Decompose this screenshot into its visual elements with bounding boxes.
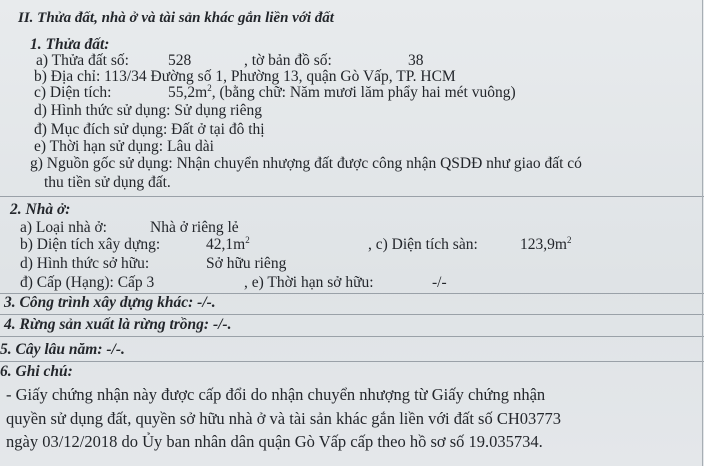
land-use-term: e) Thời hạn sử dụng: Lâu dài bbox=[34, 138, 214, 155]
right-border bbox=[702, 0, 703, 466]
divider-5 bbox=[0, 361, 704, 362]
divider-4 bbox=[0, 336, 704, 337]
land-heading: 1. Thửa đất: bbox=[30, 36, 110, 53]
house-type-value: Nhà ở riêng lẻ bbox=[150, 219, 239, 236]
house-heading: 2. Nhà ở: bbox=[10, 201, 71, 218]
other-constructions: 3. Công trình xây dựng khác: -/-. bbox=[4, 294, 216, 311]
land-a-mid: , tờ bản đồ số: bbox=[244, 52, 332, 69]
floor-area-value-group bbox=[520, 236, 571, 254]
floor-area-value: 123,9m bbox=[520, 236, 567, 253]
notes-line1: - Giấy chứng nhận này được cấp đổi do nhận chuyển nhượng từ Giấy chứng nhận bbox=[6, 385, 546, 404]
perennial-trees: 5. Cây lâu năm: -/-. bbox=[0, 341, 125, 358]
land-address: b) Địa chỉ: 113/34 Đường số 1, Phường 13, quận Gò Vấp, TP. HCM bbox=[34, 68, 456, 85]
divider-3 bbox=[0, 314, 704, 315]
land-area-label: c) Diện tích: bbox=[34, 84, 112, 101]
land-area-value: 55,2m bbox=[168, 84, 208, 101]
land-use-form: d) Hình thức sử dụng: Sử dụng riêng bbox=[34, 102, 262, 119]
land-a-label: a) Thửa đất số: bbox=[36, 52, 129, 69]
land-use-purpose: đ) Mục đích sử dụng: Đất ở tại đô thị bbox=[34, 121, 265, 138]
map-sheet-number: 38 bbox=[408, 52, 424, 69]
floor-area-unit-sup: 2 bbox=[566, 234, 572, 245]
house-type-label: a) Loại nhà ở: bbox=[20, 219, 107, 236]
production-forest: 4. Rừng sản xuất là rừng trồng: -/-. bbox=[4, 316, 232, 333]
ownership-form-value: Sở hữu riêng bbox=[206, 255, 287, 272]
land-area-words: , (bằng chữ: Năm mươi lăm phẩy hai mét vuông) bbox=[211, 84, 516, 101]
construction-area-unit-sup: 2 bbox=[245, 234, 250, 245]
land-origin-line2: thu tiền sử dụng đất. bbox=[44, 174, 171, 191]
divider-1 bbox=[0, 196, 704, 197]
land-origin-line1: g) Nguồn gốc sử dụng: Nhận chuyển nhượng đất được công nhận QSDĐ như giao đất có bbox=[30, 155, 582, 172]
ownership-form-label: d) Hình thức sở hữu: bbox=[20, 255, 150, 272]
construction-area-value-group bbox=[206, 236, 250, 254]
house-grade: đ) Cấp (Hạng): Cấp 3 bbox=[20, 274, 155, 291]
land-area-value-group bbox=[168, 84, 516, 102]
ownership-term-label: , e) Thời hạn sở hữu: bbox=[244, 274, 374, 291]
land-number: 528 bbox=[168, 52, 192, 69]
floor-area-label: , c) Diện tích sàn: bbox=[368, 236, 478, 253]
construction-area-value: 42,1m bbox=[206, 236, 246, 253]
notes-line3: ngày 03/12/2018 do Ủy ban nhân dân quận Gò Vấp cấp theo hồ sơ số 19.035734. bbox=[6, 432, 543, 451]
land-area-unit-sup: 2 bbox=[207, 82, 212, 93]
construction-area-label: b) Diện tích xây dựng: bbox=[20, 236, 161, 253]
section-header: II. Thửa đất, nhà ở và tài sản khác gắn liền với đất bbox=[18, 10, 334, 26]
notes-heading: 6. Ghi chú: bbox=[0, 363, 73, 380]
notes-line2: quyền sử dụng đất, quyền sở hữu nhà ở và tài sản khác gắn liền với đất số CH03773 bbox=[6, 409, 562, 428]
ownership-term-value: -/- bbox=[432, 274, 447, 291]
